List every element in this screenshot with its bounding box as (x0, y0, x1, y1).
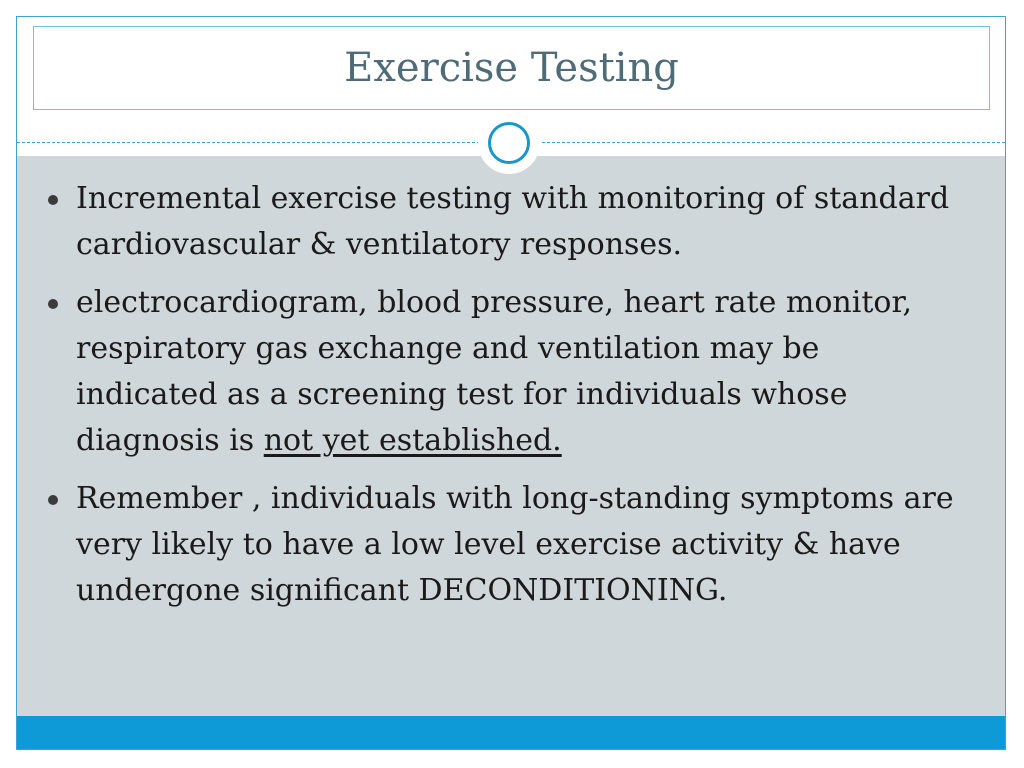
title-box (33, 26, 990, 110)
slide-title: Exercise Testing (344, 45, 679, 91)
bullet-text: electrocardiogram, blood pressure, heart rate monitor, respiratory gas exchange and ventilation may be indicated as a screening test for individuals whose diagnosis is (76, 285, 913, 458)
ornament-ring (488, 122, 530, 164)
bullet-text: Incremental exercise testing with monitoring of standard cardiovascular & ventilatory responses. (76, 181, 950, 262)
bullet-dot-icon (48, 195, 58, 205)
bullet-text: Remember , individuals with long-standing symptoms are very likely to have a low level exercise activity & have undergone significant DECONDITIONING. (76, 481, 954, 608)
bottom-accent-bar (17, 716, 1005, 749)
bullet-list (44, 176, 964, 626)
bullet-underlined-text: not yet established. (263, 423, 562, 458)
bullet-dot-icon (48, 495, 58, 505)
circle-ornament-icon (478, 112, 540, 174)
bullet-dot-icon (48, 299, 58, 309)
bullet-item (44, 176, 964, 268)
bullet-item (44, 280, 964, 464)
bullet-item (44, 476, 964, 614)
